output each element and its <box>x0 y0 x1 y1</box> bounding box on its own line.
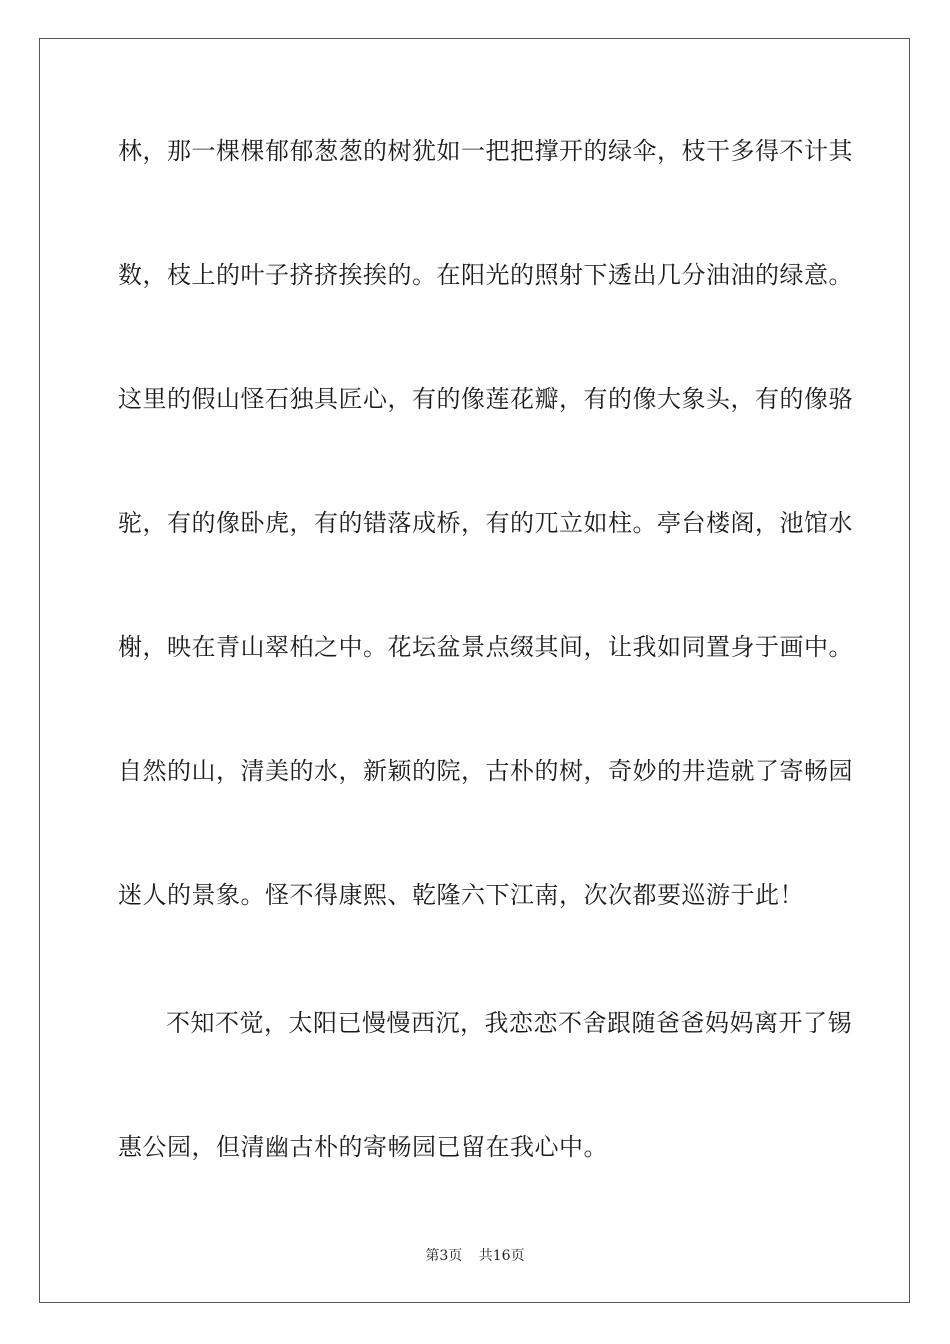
page-number: 第3页 <box>425 1248 463 1264</box>
text-line: 自然的山，清美的水，新颖的院，古朴的树，奇妙的井造就了寄畅园 <box>118 757 853 785</box>
text-line: 榭，映在青山翠柏之中。花坛盆景点缀其间，让我如同置身于画中。 <box>118 633 853 661</box>
page-border <box>39 38 910 1303</box>
text-line: 林，那一棵棵郁郁葱葱的树犹如一把把撑开的绿伞，枝干多得不计其 <box>118 137 853 165</box>
page-footer <box>0 1246 950 1266</box>
text-line: 迷人的景象。怪不得康熙、乾隆六下江南，次次都要巡游于此！ <box>118 881 804 909</box>
text-line: 惠公园，但清幽古朴的寄畅园已留在我心中。 <box>118 1133 608 1161</box>
total-pages: 共16页 <box>478 1248 525 1264</box>
paragraph-first-line: 不知不觉，太阳已慢慢西沉，我恋恋不舍跟随爸爸妈妈离开了锡 <box>166 1009 852 1037</box>
text-line: 这里的假山怪石独具匠心，有的像莲花瓣，有的像大象头，有的像骆 <box>118 385 853 413</box>
text-line: 数，枝上的叶子挤挤挨挨的。在阳光的照射下透出几分油油的绿意。 <box>118 261 853 289</box>
text-line: 驼，有的像卧虎，有的错落成桥，有的兀立如柱。亭台楼阁，池馆水 <box>118 509 853 537</box>
